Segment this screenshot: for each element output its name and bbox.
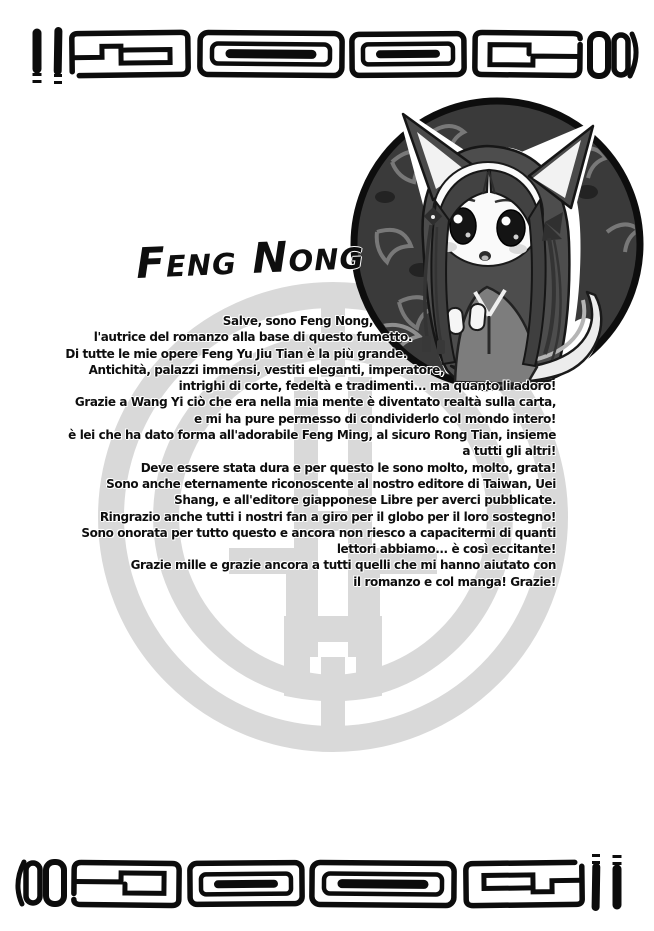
letter-line: il romanzo e col manga! Grazie! [353, 574, 556, 589]
letter-line: Grazie a Wang Yi ciò che era nella mia mente è diventato realtà sulla carta, [74, 395, 556, 410]
greek-key-border-top-icon [12, 23, 642, 87]
letter-line: intrighi di corte, fedeltà e tradimenti... ma quanto li adoro! [178, 379, 556, 394]
page-title: Feng Nong [135, 229, 366, 288]
letter-line: l'autrice del romanzo alla base di questo fumetto. [93, 330, 412, 345]
greek-key-border-bottom-icon [12, 851, 642, 915]
author-letter [18, 313, 556, 590]
letter-line: a tutti gli altri! [462, 444, 556, 459]
letter-line: Antichità, palazzi immensi, vestiti eleganti, imperatore, [88, 362, 444, 377]
letter-line: Sono onorata per tutto questo e ancora non riesco a capacitermi di quanti [81, 525, 556, 540]
letter-line: e mi ha pure permesso di condividerlo col mondo intero! [193, 411, 556, 426]
letter-line: lettori abbiamo... è così eccitante! [336, 542, 556, 557]
letter-line: Di tutte le mie opere Feng Yu Jiu Tian è la più grande. [65, 346, 407, 361]
letter-line: Salve, sono Feng Nong, [222, 314, 373, 328]
letter-line: Sono anche eternamente riconoscente al nostro editore di Taiwan, Uei [106, 476, 556, 491]
letter-line: è lei che ha dato forma all'adorabile Feng Ming, al sicuro Rong Tian, insieme [68, 428, 556, 443]
letter-line: Shang, e all'editore giapponese Libre per averci pubblicate. [174, 493, 556, 508]
letter-line: Grazie mille e grazie ancora a tutti quelli che mi hanno aiutato con [130, 558, 556, 573]
letter-line: Ringrazio anche tutti i nostri fan a giro per il globo per il loro sostegno! [99, 509, 556, 524]
letter-line: Deve essere stata dura e per questo le sono molto, molto, grata! [140, 460, 556, 475]
